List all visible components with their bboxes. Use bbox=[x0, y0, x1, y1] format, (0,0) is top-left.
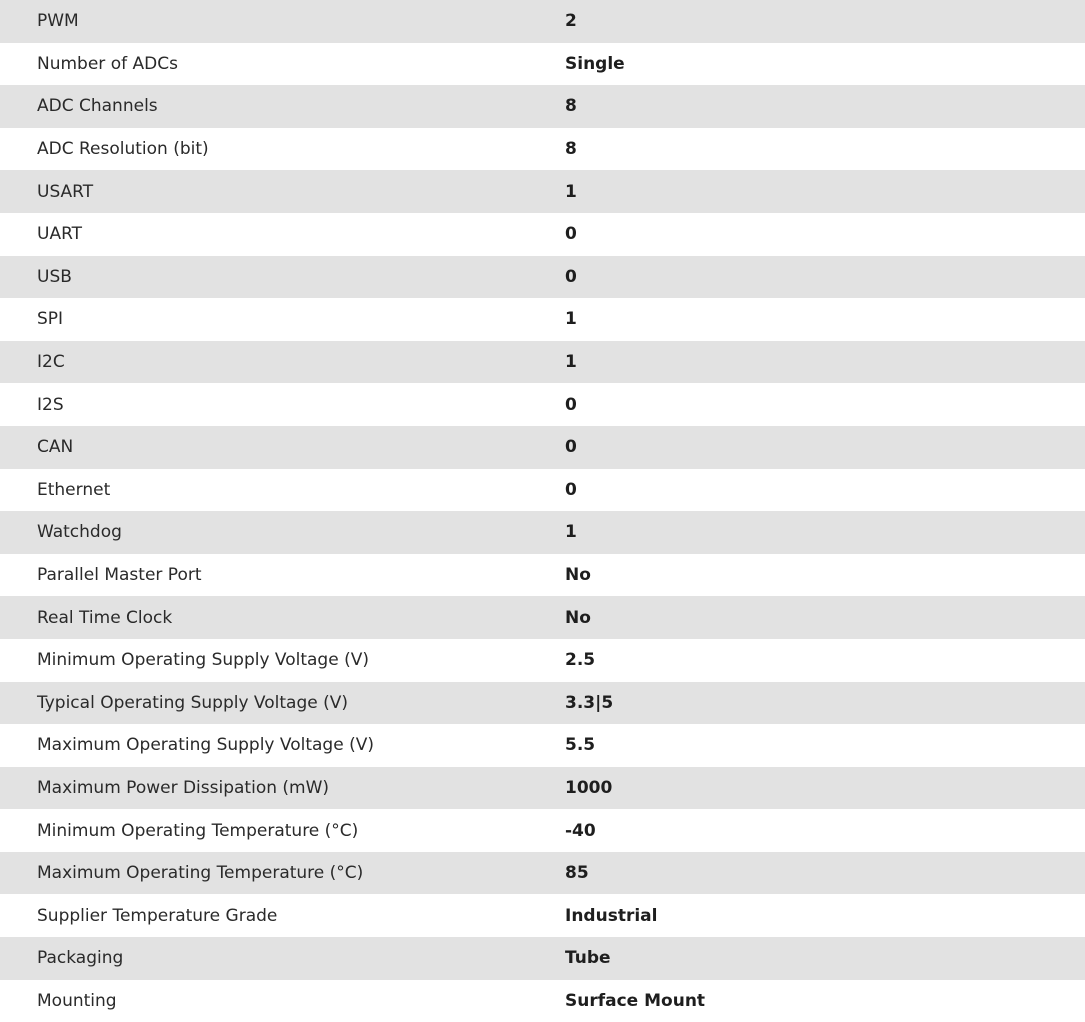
spec-row-max-power-dissipation bbox=[0, 767, 1085, 810]
spec-value: 0 bbox=[565, 479, 577, 500]
spec-row-usart bbox=[0, 170, 1085, 213]
spec-value: 85 bbox=[565, 863, 589, 884]
spec-label: Typical Operating Supply Voltage (V) bbox=[37, 692, 348, 713]
spec-label: Mounting bbox=[37, 990, 117, 1011]
spec-label: PWM bbox=[37, 11, 79, 32]
spec-row-adc-channels bbox=[0, 85, 1085, 128]
spec-value: 5.5 bbox=[565, 735, 596, 756]
spec-row-min-supply-voltage bbox=[0, 639, 1085, 682]
spec-value: -40 bbox=[565, 820, 596, 841]
spec-row-ethernet bbox=[0, 469, 1085, 512]
spec-row-can bbox=[0, 426, 1085, 469]
spec-value: 1 bbox=[565, 181, 577, 202]
spec-row-temperature-grade bbox=[0, 894, 1085, 937]
spec-label: Number of ADCs bbox=[37, 53, 178, 74]
spec-row-real-time-clock bbox=[0, 596, 1085, 639]
spec-value: 3.3|5 bbox=[565, 692, 614, 713]
spec-value: Tube bbox=[565, 948, 611, 969]
spec-row-spi bbox=[0, 298, 1085, 341]
spec-value: 0 bbox=[565, 394, 577, 415]
spec-row-watchdog bbox=[0, 511, 1085, 554]
spec-label: ADC Channels bbox=[37, 96, 158, 117]
spec-label: USART bbox=[37, 181, 94, 202]
spec-value: 8 bbox=[565, 96, 577, 117]
spec-label: I2C bbox=[37, 352, 65, 373]
spec-row-pwm bbox=[0, 0, 1085, 43]
spec-value: 8 bbox=[565, 139, 577, 160]
spec-value: 0 bbox=[565, 437, 577, 458]
spec-label: Ethernet bbox=[37, 479, 111, 500]
spec-value: 1 bbox=[565, 522, 577, 543]
spec-row-parallel-master-port bbox=[0, 554, 1085, 597]
spec-row-number-of-adcs bbox=[0, 43, 1085, 86]
spec-label: CAN bbox=[37, 437, 74, 458]
spec-value: 1 bbox=[565, 309, 577, 330]
spec-row-uart bbox=[0, 213, 1085, 256]
spec-row-typical-supply-voltage bbox=[0, 682, 1085, 725]
spec-label: Real Time Clock bbox=[37, 607, 173, 628]
spec-value: 1000 bbox=[565, 777, 613, 798]
spec-label: UART bbox=[37, 224, 83, 245]
spec-label: Supplier Temperature Grade bbox=[37, 905, 278, 926]
spec-value: 2.5 bbox=[565, 650, 596, 671]
spec-row-adc-resolution bbox=[0, 128, 1085, 171]
spec-label: Watchdog bbox=[37, 522, 122, 543]
spec-value: No bbox=[565, 565, 591, 586]
spec-label: USB bbox=[37, 266, 72, 287]
spec-row-usb bbox=[0, 256, 1085, 299]
spec-label: SPI bbox=[37, 309, 64, 330]
spec-label: Minimum Operating Supply Voltage (V) bbox=[37, 650, 369, 671]
spec-value: Surface Mount bbox=[565, 990, 706, 1011]
spec-label: Maximum Operating Supply Voltage (V) bbox=[37, 735, 374, 756]
spec-label: Minimum Operating Temperature (°C) bbox=[37, 820, 359, 841]
spec-label: Packaging bbox=[37, 948, 124, 969]
spec-row-min-operating-temp bbox=[0, 809, 1085, 852]
spec-label: ADC Resolution (bit) bbox=[37, 139, 209, 160]
spec-value: Single bbox=[565, 53, 625, 74]
spec-value: 0 bbox=[565, 224, 577, 245]
spec-value: 0 bbox=[565, 266, 577, 287]
spec-row-i2s bbox=[0, 383, 1085, 426]
spec-value: 1 bbox=[565, 352, 577, 373]
spec-row-packaging bbox=[0, 937, 1085, 980]
spec-label: Parallel Master Port bbox=[37, 565, 202, 586]
spec-label: I2S bbox=[37, 394, 64, 415]
spec-label: Maximum Operating Temperature (°C) bbox=[37, 863, 364, 884]
spec-value: Industrial bbox=[565, 905, 658, 926]
spec-value: 2 bbox=[565, 11, 577, 32]
spec-value: No bbox=[565, 607, 591, 628]
spec-row-i2c bbox=[0, 341, 1085, 384]
spec-label: Maximum Power Dissipation (mW) bbox=[37, 777, 330, 798]
spec-row-max-supply-voltage bbox=[0, 724, 1085, 767]
spec-row-max-operating-temp bbox=[0, 852, 1085, 895]
